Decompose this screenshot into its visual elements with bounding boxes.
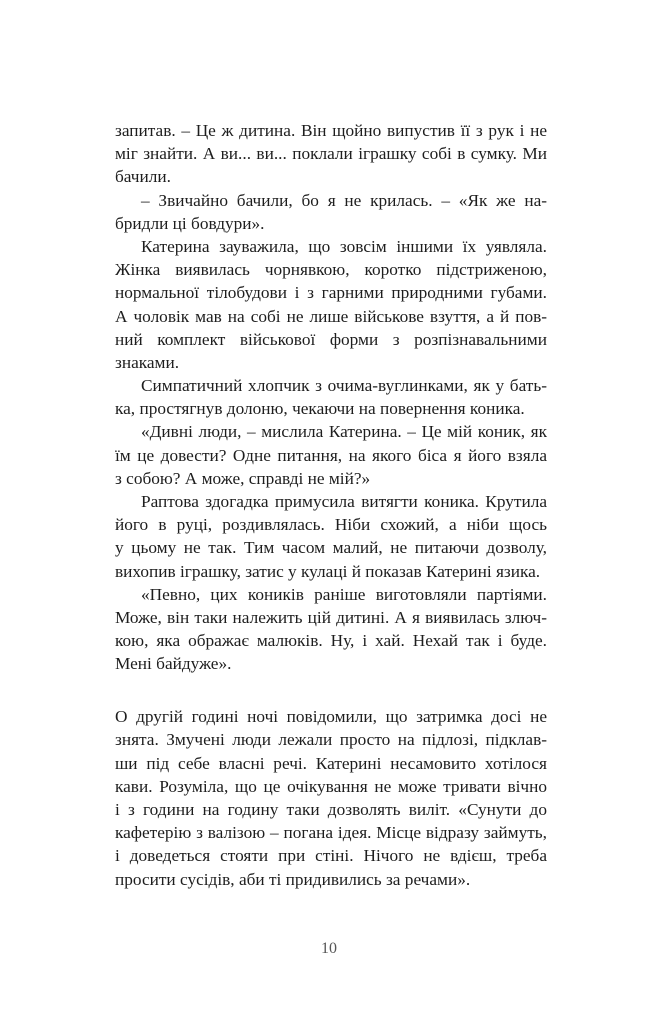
page-number: 10 — [321, 940, 337, 957]
text-line: Жінка виявилась чорнявкою, коротко підстриженою, — [115, 260, 547, 280]
text-line: ши під себе власні речі. Катерині несамовито хотілося — [115, 753, 547, 773]
text-line: А чоловік мав на собі не лише військове взуття, а й пов- — [115, 306, 547, 326]
text-line: кафетерію з валізою – погана ідея. Місце відразу займуть, — [115, 823, 547, 843]
text-line: кави. Розуміла, що це очікування не може тривати вічно — [115, 776, 547, 796]
text-line: бридли ці бовдури». — [115, 213, 265, 233]
text-line: кою, яка ображає малюків. Ну, і хай. Нехай так і буде. — [115, 631, 547, 651]
paragraph — [115, 490, 547, 583]
text-line: Раптова здогадка примусила витягти коника. Крутила — [141, 492, 547, 511]
text-line: Може, він таки належить цій дитині. А я виявилась злюч- — [115, 607, 547, 627]
paragraph — [115, 119, 547, 189]
text-line: і з години на годину таки дозволять виліт. «Сунути до — [115, 800, 547, 820]
text-line: знята. Змучені люди лежали просто на підлозі, підклав- — [115, 730, 547, 750]
paragraph — [115, 374, 547, 420]
paragraph — [115, 583, 547, 676]
text-section — [115, 119, 547, 676]
text-line: міг знайти. А ви... ви... поклали іграшку собі в сумку. Ми — [115, 144, 547, 164]
paragraph — [115, 189, 547, 235]
book-page-text — [115, 119, 547, 891]
text-line: їм це довести? Одне питання, на якого біса я його взяла — [115, 445, 547, 465]
section-break — [115, 676, 547, 706]
text-line: знаками. — [115, 352, 180, 372]
text-line: Симпатичний хлопчик з очима-вуглинками, як у бать- — [141, 376, 547, 396]
text-line: просити сусідів, аби ті придивились за речами». — [115, 869, 471, 889]
text-line: Мені байдуже». — [115, 654, 232, 674]
text-line: «Дивні люди, – мислила Катерина. – Це мій коник, як — [141, 422, 547, 442]
text-line: О другій годині ночі повідомили, що затримка досі не — [115, 707, 547, 727]
text-section — [115, 705, 547, 891]
text-line: з собою? А може, справді не мій?» — [115, 468, 371, 488]
text-line: його в руці, роздивлялась. Ніби схожий, а ніби щось — [115, 515, 547, 535]
paragraph — [115, 420, 547, 490]
paragraph — [115, 235, 547, 374]
text-line: вихопив іграшку, затис у кулаці й показав Катерині язика. — [115, 561, 541, 581]
text-line: ка, простягнув долоню, чекаючи на повернення коника. — [115, 399, 525, 419]
paragraph — [115, 705, 547, 891]
text-line: у цьому не так. Тим часом малий, не питаючи дозволу, — [115, 538, 547, 558]
text-line: Катерина зауважила, що зовсім іншими їх уявляла. — [141, 236, 547, 256]
text-line: «Певно, цих коників раніше виготовляли партіями. — [141, 584, 547, 604]
text-line: запитав. – Це ж дитина. Він щойно випустив її з рук і не — [115, 121, 547, 140]
text-line: бачили. — [115, 167, 171, 187]
text-line: нормальної тілобудови і з гарними природними губами. — [115, 283, 547, 303]
text-line: ний комплект військової форми з розпізнавальними — [115, 329, 547, 349]
text-line: – Звичайно бачили, бо я не крилась. – «Як же на- — [141, 190, 547, 210]
text-line: і доведеться стояти при стіні. Нічого не вдієш, треба — [115, 846, 547, 866]
